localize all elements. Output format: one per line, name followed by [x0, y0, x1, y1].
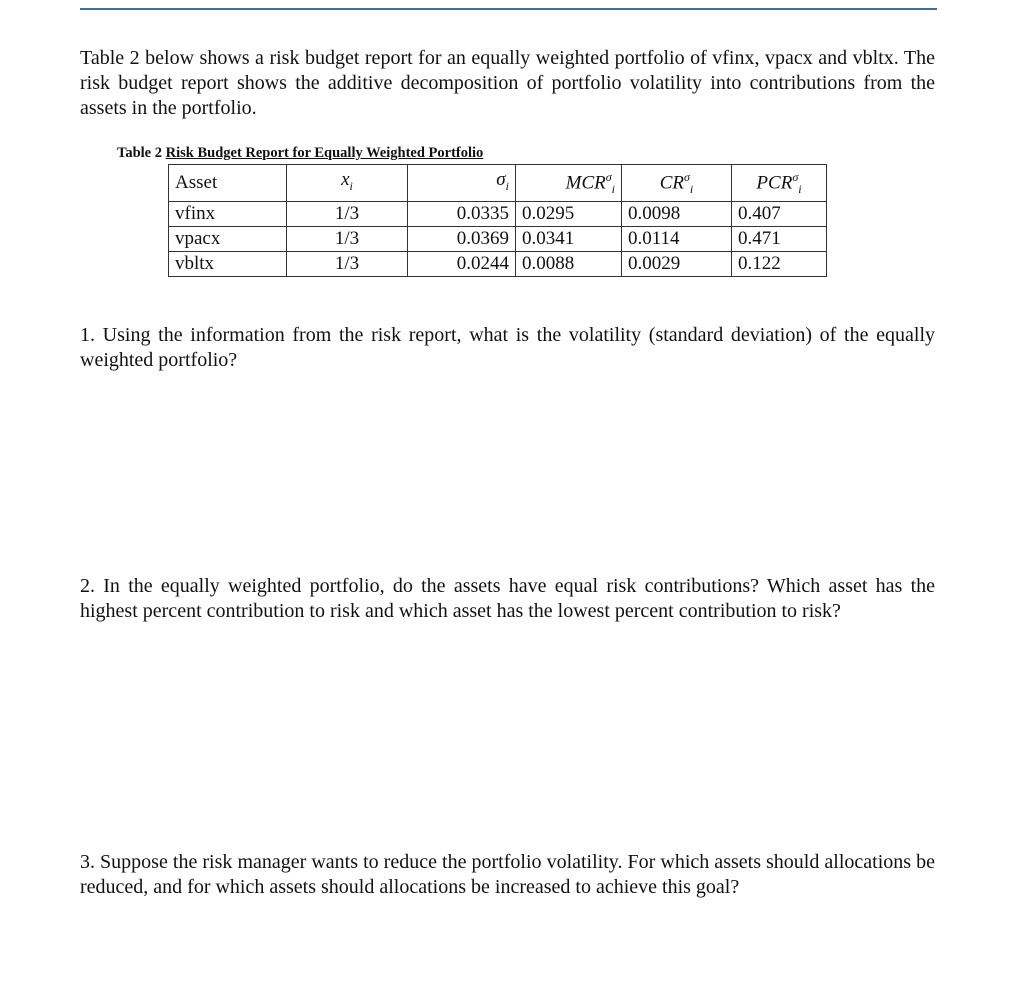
table-row	[169, 202, 827, 227]
cell-sigma: 0.0335	[408, 202, 516, 227]
risk-budget-table	[168, 164, 827, 277]
cell-pcr: 0.471	[732, 227, 827, 252]
table-row	[169, 252, 827, 277]
cell-asset: vbltx	[169, 252, 287, 277]
cell-sigma: 0.0244	[408, 252, 516, 277]
cell-cr: 0.0029	[622, 252, 732, 277]
cell-mcr: 0.0088	[516, 252, 622, 277]
cell-weight: 1/3	[287, 227, 408, 252]
cell-asset: vpacx	[169, 227, 287, 252]
question-1: 1. Using the information from the risk report, what is the volatility (standard deviation) of the equally weighted portfolio?	[80, 324, 935, 371]
header-mcr: $MCR^\sigma_i$	[516, 165, 622, 202]
cell-asset: vfinx	[169, 202, 287, 227]
header-pcr: $PCR^\sigma_i$	[732, 165, 827, 202]
cell-weight: 1/3	[287, 252, 408, 277]
table-header-row	[169, 165, 827, 202]
cell-weight: 1/3	[287, 202, 408, 227]
intro-paragraph: Table 2 below shows a risk budget report for an equally weighted portfolio of vfinx, vpacx and vbltx. The risk budget report shows the additive decomposition of portfolio volatility into contributions from the assets in the portfolio.	[80, 47, 935, 119]
header-weight: $x_i$	[287, 165, 408, 202]
cell-pcr: 0.122	[732, 252, 827, 277]
table-caption	[117, 145, 483, 162]
cell-cr: 0.0098	[622, 202, 732, 227]
section-heading-rule	[80, 8, 937, 10]
cell-mcr: 0.0341	[516, 227, 622, 252]
cell-cr: 0.0114	[622, 227, 732, 252]
header-sigma: $\sigma_i$	[408, 165, 516, 202]
cell-sigma: 0.0369	[408, 227, 516, 252]
table-caption-prefix: Table 2	[117, 145, 166, 161]
question-3: 3. Suppose the risk manager wants to reduce the portfolio volatility. For which assets should allocations be reduced, and for which assets should allocations be increased to achieve this goal?	[80, 851, 935, 898]
cell-pcr: 0.407	[732, 202, 827, 227]
header-asset: Asset	[169, 165, 287, 202]
cell-mcr: 0.0295	[516, 202, 622, 227]
table-caption-title: Risk Budget Report for Equally Weighted Portfolio	[165, 145, 484, 161]
table-row	[169, 227, 827, 252]
header-cr: $CR^\sigma_i$	[622, 165, 732, 202]
question-2: 2. In the equally weighted portfolio, do the assets have equal risk contributions? Which asset has the highest percent contribution to risk and which asset has the lowest percent contribution to risk?	[80, 575, 935, 622]
